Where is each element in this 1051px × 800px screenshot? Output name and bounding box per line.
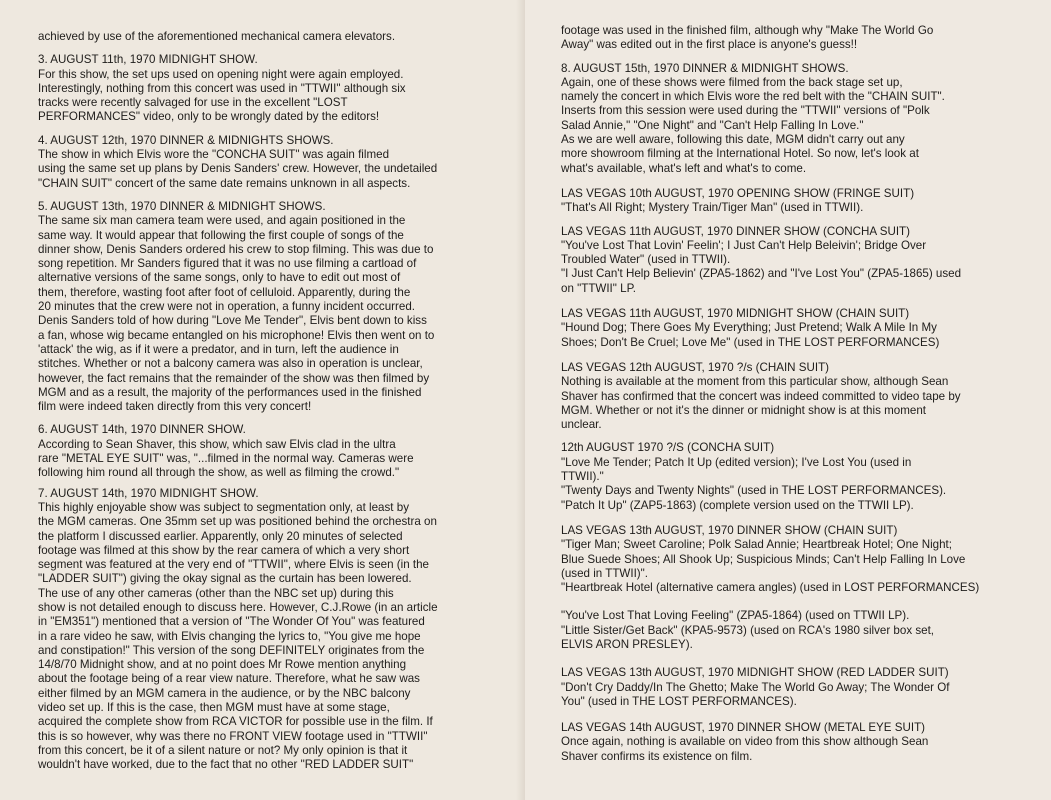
right-entry-13th-midnight: LAS VEGAS 13th AUGUST, 1970 MIDNIGHT SHOW (RED LADDER SUIT) "Don't Cry Daddy/In The Ghetto; Make The World Go Away; The Wonder Of You" (used in THE LOST PERFORMANCES). xyxy=(561,666,950,708)
left-page xyxy=(0,0,525,800)
right-entry-11th-midnight: LAS VEGAS 11th AUGUST, 1970 MIDNIGHT SHOW (CHAIN SUIT) "Hound Dog; There Goes My Everything; Just Pretend; Walk A Mile In My Shoes; Don't Be Cruel; Love Me" (used in THE LOST PERFORMANCES) xyxy=(561,307,940,349)
right-paragraph-continuation: footage was used in the finished film, although why "Make The World Go Away" was edited out in the first place is anyone's guess!! xyxy=(561,24,934,52)
left-paragraph-intro: achieved by use of the aforementioned mechanical camera elevators. xyxy=(38,30,396,43)
left-paragraph-section-4: 4. AUGUST 12th, 1970 DINNER & MIDNIGHTS SHOWS. The show in which Elvis wore the "CONCHA SUIT" was again filmed using the same set up plans by Denis Sanders' crew. However, the undetailed "CHAIN SUIT" concert of the same date remains unknown in all aspects. xyxy=(38,133,438,190)
left-paragraph-section-3: 3. AUGUST 11th, 1970 MIDNIGHT SHOW. For this show, the set ups used on opening night were again employed. Interestingly, nothing from this concert was used in "TTWII" although six tracks were recently salvaged for use in the excellent "LOST PERFORMANCES" video, only to be wrongly dated by the editors! xyxy=(38,53,406,124)
right-entry-12th-concha: 12th AUGUST 1970 ?/S (CONCHA SUIT) "Love Me Tender; Patch It Up (edited version); I've Lost You (used in TTWII)." "Twenty Days and Twenty Nights" (used in THE LOST PERFORMANCES). "Patch It Up" (ZAP5-1863) (complete version used on the TTWII LP). xyxy=(561,441,947,512)
right-entry-12th-chain: LAS VEGAS 12th AUGUST, 1970 ?/s (CHAIN SUIT) Nothing is available at the moment from this particular show, although Sean Shaver has confirmed that the concert was indeed committed to video tape by MGM. Whether or not it's the dinner or midnight show is at this moment unclear. xyxy=(561,360,961,432)
left-paragraph-section-5: 5. AUGUST 13th, 1970 DINNER & MIDNIGHT SHOWS. The same six man camera team were used, and again positioned in the same way. It would appear that following the first couple of songs of the dinner show, Denis Sanders ordered his crew to stop filming. This was due to song repetition. Mr Sanders figured that it was no use filming a cartload of alternative versions of the same songs, only to have to edit out most of them, therefore, wasting foot after foot of celluloid. Apparently, during the 20 minutes that the crew were not in operation, a funny incident occurred. Denis Sanders told of how during "Love Me Tender", Elvis bent down to kiss a fan, whose wig became entangled on his microphone! Elvis then went on to 'attack' the wig, as if it were a predator, and in turn, left the audience in stitches. Whether or not a balcony camera was also in operation is unclear, however, the fact remains that the remainder of the show was then filmed by MGM and as a result, the majority of the performances used in the finished film were indeed taken directly from this very concert! xyxy=(38,199,435,414)
left-paragraph-section-7: 7. AUGUST 14th, 1970 MIDNIGHT SHOW. This highly enjoyable show was subject to segmentation only, at least by the MGM cameras. One 35mm set up was positioned behind the orchestra on the platform I discussed earlier. Apparently, only 20 minutes of selected footage was filmed at this show by the rear camera of which a very short segment was featured at the very end of "TTWII", where Elvis is seen (in the "LADDER SUIT") giving the okay signal as the curtain has been lowered. The use of any other cameras (other than the NBC set up) during this show is not detailed enough to discuss here. However, C.J.Rowe (in an article in "EM351") mentioned that a version of "The Wonder Of You" was featured in a rare video he saw, with Elvis changing the lyrics to, "You give me hope and constipation!" This version of the song DEFINITELY originates from the 14/8/70 Midnight show, and at no point does Mr Rowe mention anything about the footage being of a rear view nature. Therefore, what he saw was either filmed by an MGM camera in the audience, or by the NBC balcony video set up. If this is the case, then MGM must have at some stage, acquired the complete show from RCA VICTOR for possible use in the film. If this is so however, why was there no FRONT VIEW footage used in "TTWII" from this concert, be it of a silent nature or not? My only opinion is that it wouldn't have worked, due to the fact that no other "RED LADDER SUIT" xyxy=(38,486,438,772)
right-entry-13th-dinner-extra: "You've Lost That Loving Feeling" (ZPA5-1864) (used on TTWII LP). "Little Sister/Get Back" (KPA5-9573) (used on RCA's 1980 silver box set, ELVIS ARON PRESLEY). xyxy=(561,609,935,651)
left-paragraph-section-6: 6. AUGUST 14th, 1970 DINNER SHOW. According to Sean Shaver, this show, which saw Elvis clad in the ultra rare "METAL EYE SUIT" was, "...filmed in the normal way. Cameras were following him round all through the show, as well as filming the crowd." xyxy=(38,423,414,480)
right-entry-14th-dinner: LAS VEGAS 14th AUGUST, 1970 DINNER SHOW (METAL EYE SUIT) Once again, nothing is available on video from this show although Sean Shaver confirms its existence on film. xyxy=(561,721,929,763)
right-entry-10th-opening: LAS VEGAS 10th AUGUST, 1970 OPENING SHOW (FRINGE SUIT) "That's All Right; Mystery Train/Tiger Man" (used in TTWII). xyxy=(561,186,915,215)
right-entry-11th-dinner: LAS VEGAS 11th AUGUST, 1970 DINNER SHOW (CONCHA SUIT) "You've Lost That Lovin' Feelin'; I Just Can't Help Beleivin'; Bridge Over Troubled Water" (used in TTWII). "I Just Can't Help Believin' (ZPA5-1862) and "I've Lost You" (ZPA5-1865) used on "TTWII" LP. xyxy=(561,224,962,295)
right-entry-13th-dinner: LAS VEGAS 13th AUGUST, 1970 DINNER SHOW (CHAIN SUIT) "Tiger Man; Sweet Caroline; Polk Salad Annie; Heartbreak Hotel; One Night; Blue Suede Shoes; All Shook Up; Suspicious Minds; Can't Help Falling In Love (used in TTWII)". "Heartbreak Hotel (alternative camera angles) (used in LOST PERFORMANCES) xyxy=(561,523,980,595)
right-page xyxy=(525,0,1051,800)
right-paragraph-section-8: 8. AUGUST 15th, 1970 DINNER & MIDNIGHT SHOWS. Again, one of these shows were filmed from the back stage set up, namely the concert in which Elvis wore the red belt with the "CHAIN SUIT". Inserts from this session were used during the "TTWII" versions of "Polk Salad Annie," "One Night" and "Can't Help Falling In Love." As we are well aware, following this date, MGM didn't carry out any more showroom filming at the International Hotel. So now, let's look at what's available, what's left and what's to come. xyxy=(561,61,945,175)
